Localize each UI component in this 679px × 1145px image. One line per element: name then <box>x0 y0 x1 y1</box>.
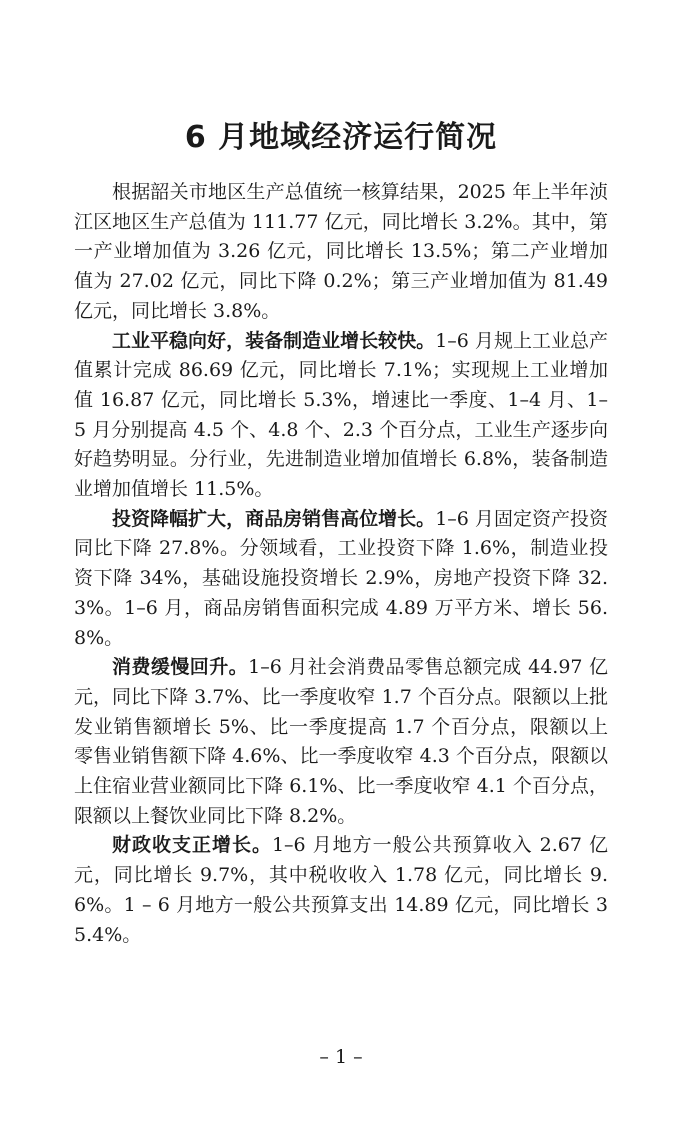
paragraph-heading: 消费缓慢回升。 <box>112 656 249 679</box>
paragraph-text: 根据韶关市地区生产总值统一核算结果，2025 年上半年浈江区地区生产总值为 111.77 亿元，同比增长 3.2%。其中，第一产业增加值为 3.26 亿元，同比增长 13.5%；第二产业增加值为 27.02 亿元，同比下降 0.2%；第三产业增加值为 81.49 亿元，同比增长 3.8%。 <box>74 181 608 322</box>
paragraph-investment <box>74 505 608 654</box>
document-body <box>74 178 608 950</box>
paragraph-finance <box>74 831 608 950</box>
paragraph-text: 1–6 月地方一般公共预算收入 2.67 亿元，同比增长 9.7%，其中税收收入 1.78 亿元，同比增长 9.6%。1 – 6 月地方一般公共预算支出 14.89 亿元，同比增长 35.4%。 <box>74 834 608 946</box>
paragraph-heading: 财政收支正增长。 <box>112 834 272 857</box>
paragraph-text: 1–6 月规上工业总产值累计完成 86.69 亿元，同比增长 7.1%；实现规上工业增加值 16.87 亿元，同比增长 5.3%，增速比一季度、1–4 月、1–5 月分别提高 4.5 个、4.8 个、2.3 个百分点，工业生产逐步向好趋势明显。分行业，先进制造业增加值增长 6.8%，装备制造业增加值增长 11.5%。 <box>74 329 608 501</box>
paragraph-text: 1–6 月固定资产投资同比下降 27.8%。分领域看，工业投资下降 1.6%，制造业投资下降 34%，基础设施投资增长 2.9%，房地产投资下降 32.3%。1–6 月，商品房销售面积完成 4.89 万平方米、增长 56.8%。 <box>74 507 608 649</box>
paragraph-heading: 工业平稳向好，装备制造业增长较快。 <box>112 329 436 352</box>
paragraph-heading: 投资降幅扩大，商品房销售高位增长。 <box>112 507 436 530</box>
paragraph-consumption <box>74 653 608 831</box>
paragraph-gdp-overview <box>74 178 608 327</box>
page-number: – 1 – <box>319 1046 363 1068</box>
paragraph-industry <box>74 327 608 505</box>
paragraph-text: 1–6 月社会消费品零售总额完成 44.97 亿元，同比下降 3.7%、比一季度收窄 1.7 个百分点。限额以上批发业销售额增长 5%、比一季度提高 1.7 个百分点，限额以上零售业销售额下降 4.6%、比一季度收窄 4.3 个百分点，限额以上住宿业营业额同比下降 6.1%、比一季度收窄 4.1 个百分点，限额以上餐饮业同比下降 8.2%。 <box>74 656 608 827</box>
document-title: 6 月地域经济运行简况 <box>184 120 498 155</box>
